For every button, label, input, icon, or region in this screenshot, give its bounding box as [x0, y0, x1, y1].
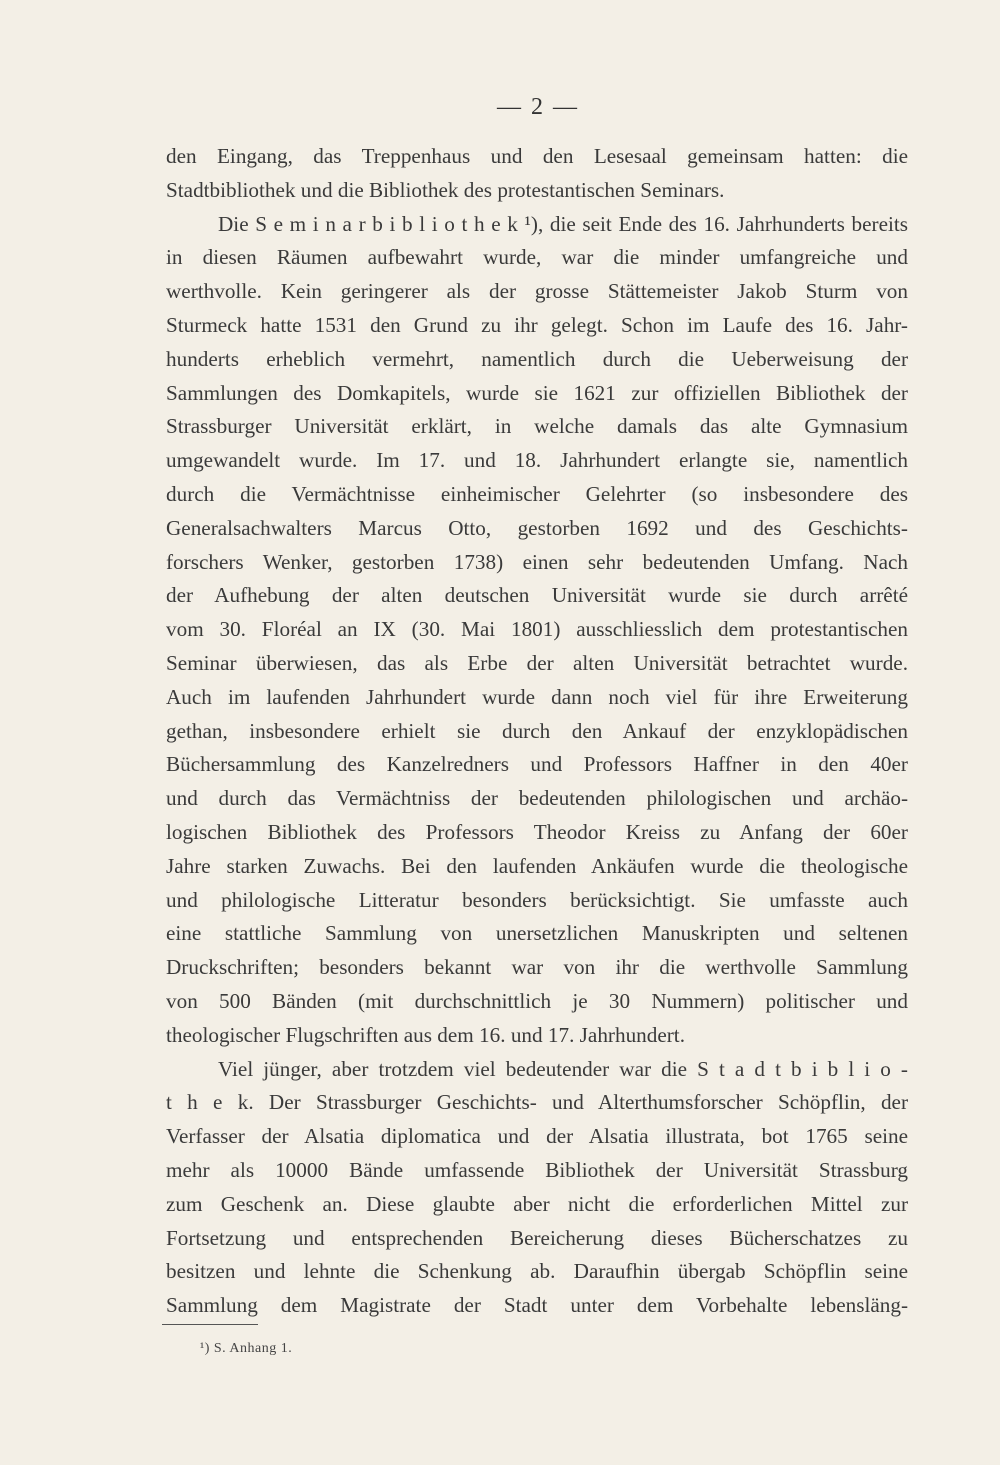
- text-line: t h e k. Der Strassburger Geschichts- und Alterthumsforscher Schöpflin, der: [166, 1090, 908, 1115]
- text-line: Stadtbibliothek und die Bibliothek des protestantischen Seminars.: [166, 177, 725, 202]
- text-line: der Aufhebung der alten deutschen Universität wurde sie durch arrêté: [166, 583, 908, 608]
- footnote-divider: [162, 1324, 258, 1325]
- text-line: zum Geschenk an. Diese glaubte aber nicht die erforderlichen Mittel zur: [166, 1191, 908, 1216]
- footnote: ¹) S. Anhang 1.: [200, 1341, 293, 1356]
- text-line: Sturmeck hatte 1531 den Grund zu ihr gelegt. Schon im Laufe des 16. Jahr-: [166, 312, 908, 337]
- text-line: und philologische Litteratur besonders berücksichtigt. Sie umfasste auch: [166, 887, 908, 912]
- text-line: werthvolle. Kein geringerer als der grosse Stättemeister Jakob Sturm von: [166, 279, 908, 304]
- text-line: hunderts erheblich vermehrt, namentlich durch die Ueberweisung der: [166, 346, 908, 371]
- text-line: Fortsetzung und entsprechenden Bereicherung dieses Bücherschatzes zu: [166, 1225, 908, 1250]
- text-line: Auch im laufenden Jahrhundert wurde dann noch viel für ihre Erweiterung: [166, 684, 908, 709]
- text-line: von 500 Bänden (mit durchschnittlich je 30 Nummern) politischer und: [166, 988, 908, 1013]
- body-text: [166, 140, 908, 1323]
- text-line: Die S e m i n a r b i b l i o t h e k ¹), die seit Ende des 16. Jahrhunderts bereits: [218, 211, 908, 236]
- text-line: durch die Vermächtnisse einheimischer Gelehrter (so insbesondere des: [166, 481, 908, 506]
- text-line: forschers Wenker, gestorben 1738) einen sehr bedeutenden Umfang. Nach: [166, 549, 908, 574]
- text-line: Büchersammlung des Kanzelredners und Professors Haffner in den 40er: [166, 752, 908, 777]
- text-line: mehr als 10000 Bände umfassende Bibliothek der Universität Strassburg: [166, 1157, 908, 1182]
- text-line: Viel jünger, aber trotzdem viel bedeutender war die S t a d t b i b l i o -: [218, 1056, 908, 1081]
- text-line: gethan, insbesondere erhielt sie durch den Ankauf der enzyklopädischen: [166, 718, 908, 743]
- text-line: Druckschriften; besonders bekannt war von ihr die werthvolle Sammlung: [166, 955, 908, 980]
- text-line: Jahre starken Zuwachs. Bei den laufenden Ankäufen wurde die theologische: [166, 853, 908, 878]
- text-line: besitzen und lehnte die Schenkung ab. Daraufhin übergab Schöpflin seine: [166, 1259, 908, 1284]
- page-number: — 2 —: [497, 94, 579, 120]
- text-line: umgewandelt wurde. Im 17. und 18. Jahrhundert erlangte sie, namentlich: [166, 448, 908, 473]
- text-line: Verfasser der Alsatia diplomatica und der Alsatia illustrata, bot 1765 seine: [166, 1124, 908, 1149]
- text-line: den Eingang, das Treppenhaus und den Lesesaal gemeinsam hatten: die: [166, 144, 908, 168]
- text-line: in diesen Räumen aufbewahrt wurde, war die minder umfangreiche und: [166, 245, 908, 270]
- text-line: und durch das Vermächtniss der bedeutenden philologischen und archäo-: [166, 786, 908, 811]
- text-line: Sammlung dem Magistrate der Stadt unter dem Vorbehalte lebensläng-: [166, 1293, 908, 1318]
- text-line: Seminar überwiesen, das als Erbe der alten Universität betrachtet wurde.: [166, 650, 908, 675]
- text-line: logischen Bibliothek des Professors Theodor Kreiss zu Anfang der 60er: [166, 819, 908, 844]
- text-line: eine stattliche Sammlung von unersetzlichen Manuskripten und seltenen: [166, 921, 908, 946]
- text-line: vom 30. Floréal an IX (30. Mai 1801) ausschliesslich dem protestantischen: [166, 617, 908, 642]
- text-line: Sammlungen des Domkapitels, wurde sie 1621 zur offiziellen Bibliothek der: [166, 380, 908, 405]
- text-line: Strassburger Universität erklärt, in welche damals das alte Gymnasium: [166, 414, 908, 439]
- text-line: Generalsachwalters Marcus Otto, gestorben 1692 und des Geschichts-: [166, 515, 908, 540]
- text-line: theologischer Flugschriften aus dem 16. und 17. Jahrhundert.: [166, 1022, 685, 1047]
